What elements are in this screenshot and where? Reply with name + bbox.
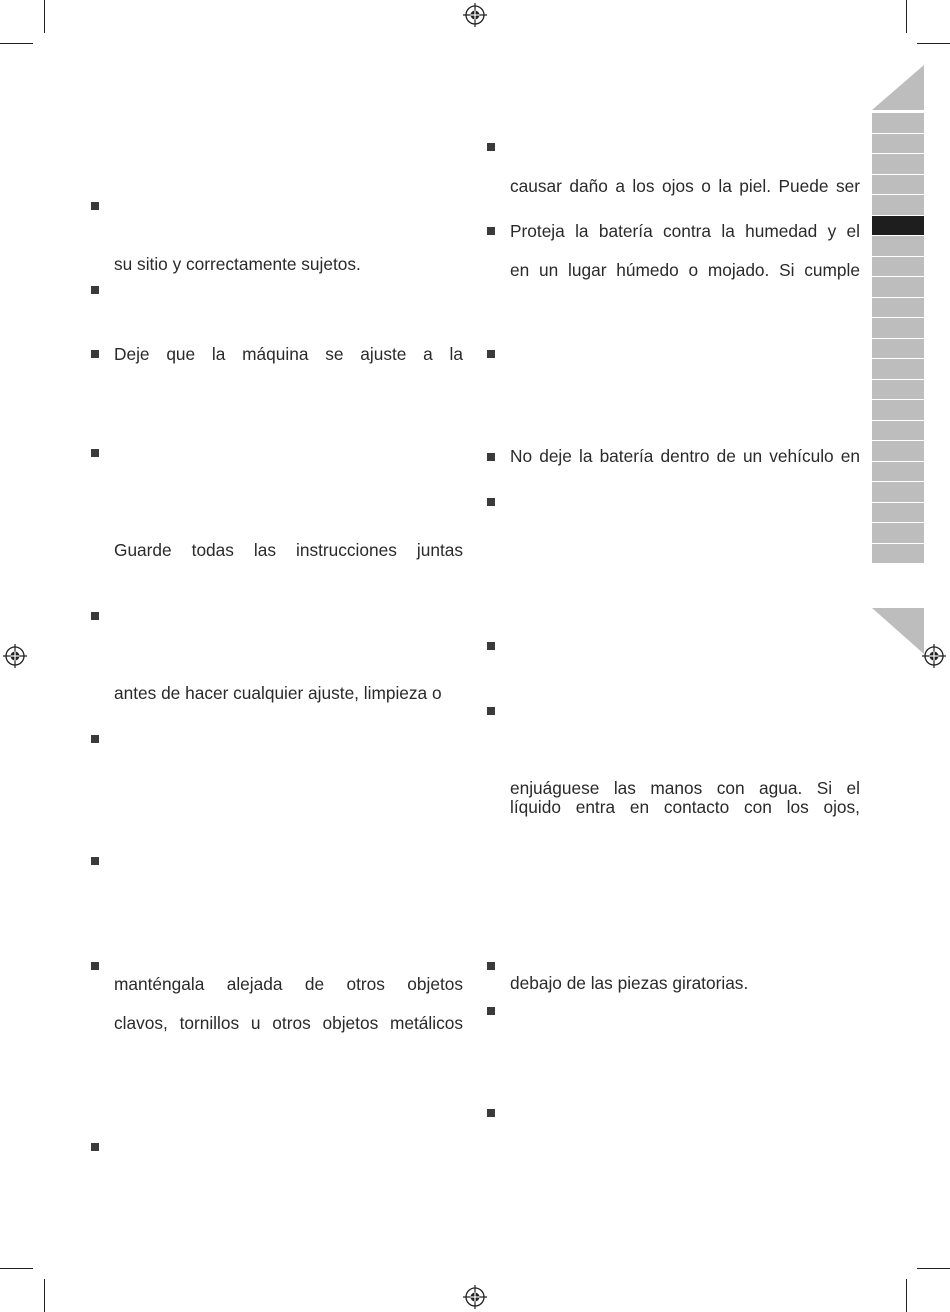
language-tab [872,154,924,174]
list-bullet [91,962,99,970]
crop-mark-top-left-h [0,43,33,44]
language-tab [872,400,924,420]
language-tab [872,257,924,277]
body-text-line: clavos, tornillos u otros objetos metálicos [114,1013,463,1033]
list-bullet [487,453,495,461]
registration-mark-icon [463,3,487,27]
list-bullet [487,1007,495,1015]
list-bullet [91,857,99,865]
body-text-line: su sitio y correctamente sujetos. [114,254,361,274]
language-tab [872,380,924,400]
language-tab [872,277,924,297]
body-text-line: en un lugar húmedo o mojado. Si cumple [510,260,860,280]
crop-mark-bottom-right-h [917,1268,950,1269]
crop-mark-top-right-h [917,43,950,44]
body-text-line: Proteja la batería contra la humedad y el [510,221,860,241]
language-tab [872,195,924,215]
crop-mark-bottom-right-v [906,1279,907,1312]
list-bullet [487,143,495,151]
list-bullet [487,707,495,715]
language-tab [872,216,924,236]
list-bullet [91,350,99,358]
tab-strip-bottom-wedge [872,608,924,654]
body-text-line: debajo de las piezas giratorias. [510,973,749,993]
list-bullet [487,642,495,650]
list-bullet [91,286,99,294]
list-bullet [487,962,495,970]
language-tab [872,339,924,359]
language-tab [872,134,924,154]
tab-strip-top-wedge [872,65,924,111]
list-bullet [487,498,495,506]
body-text-line: No deje la batería dentro de un vehículo en [510,446,860,466]
body-text-line: antes de hacer cualquier ajuste, limpieza o [114,683,442,703]
body-text-line: manténgala alejada de otros objetos [114,974,463,994]
language-tab [872,544,924,564]
language-tab [872,236,924,256]
body-text-line: Guarde todas las instrucciones juntas [114,540,463,560]
crop-mark-bottom-left-h [0,1268,33,1269]
body-text-line: causar daño a los ojos o la piel. Puede ser [510,176,860,196]
language-tab [872,318,924,338]
language-tab [872,462,924,482]
language-tab [872,359,924,379]
language-tab [872,503,924,523]
language-tab [872,441,924,461]
list-bullet [487,1109,495,1117]
list-bullet [487,350,495,358]
crop-mark-top-right-v [906,0,907,33]
language-tab [872,113,924,133]
language-tab [872,175,924,195]
language-tab [872,421,924,441]
body-text-line: líquido entra en contacto con los ojos, [510,797,860,817]
list-bullet [91,449,99,457]
list-bullet [91,735,99,743]
list-bullet [487,227,495,235]
registration-mark-icon [463,1285,487,1309]
body-text-line: enjuáguese las manos con agua. Si el [510,778,860,798]
crop-mark-bottom-left-v [44,1279,45,1312]
list-bullet [91,612,99,620]
body-text-line: Deje que la máquina se ajuste a la [114,344,463,364]
language-tab [872,523,924,543]
crop-mark-top-left-v [44,0,45,33]
language-tab [872,298,924,318]
language-tab [872,482,924,502]
list-bullet [91,1143,99,1151]
list-bullet [91,202,99,210]
registration-mark-icon [3,644,27,668]
registration-mark-icon [922,644,946,668]
language-tab-strip [872,65,924,654]
